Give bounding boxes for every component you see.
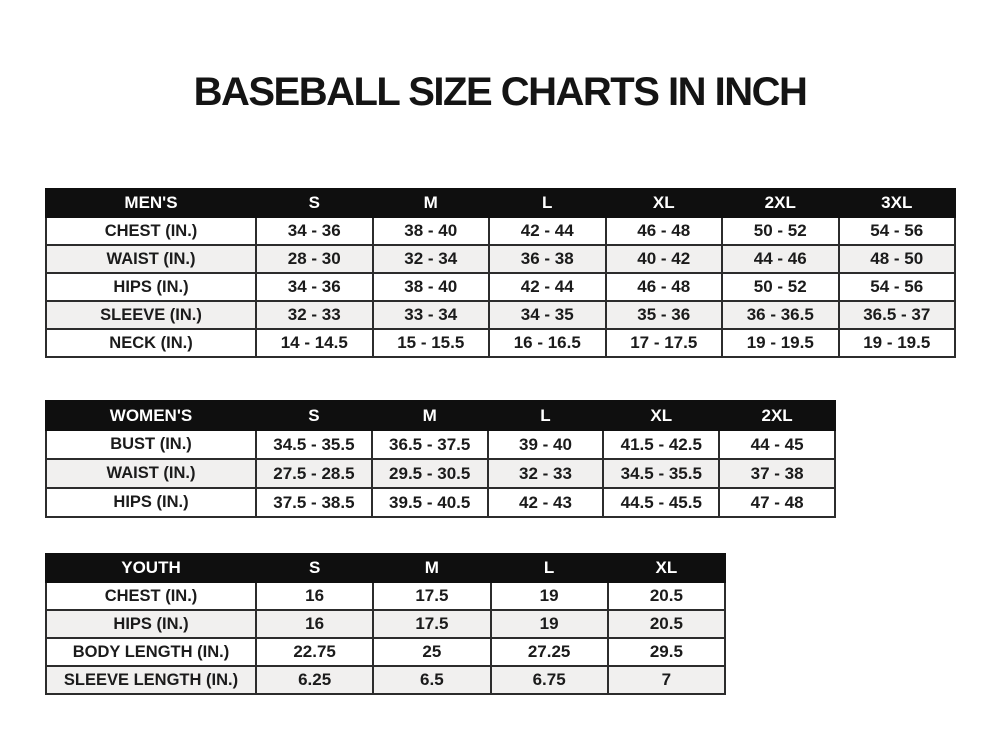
measurement-value: 16 (256, 610, 373, 638)
youth-size-header-m: M (373, 554, 490, 582)
mens-header-row (46, 189, 955, 217)
measurement-value: 20.5 (608, 610, 725, 638)
measurement-label: CHEST (IN.) (46, 582, 256, 610)
mens-group-header: MEN'S (46, 189, 256, 217)
measurement-label: CHEST (IN.) (46, 217, 256, 245)
measurement-value: 17.5 (373, 610, 490, 638)
youth-table-row (46, 638, 725, 666)
measurement-value: 32 - 33 (256, 301, 373, 329)
measurement-label: SLEEVE LENGTH (IN.) (46, 666, 256, 694)
womens-size-header-l: L (488, 401, 604, 430)
womens-size-table (45, 400, 836, 518)
youth-size-header-xl: XL (608, 554, 725, 582)
measurement-label: BUST (IN.) (46, 430, 256, 459)
measurement-value: 32 - 33 (488, 459, 604, 488)
womens-table-row (46, 430, 835, 459)
measurement-value: 34 - 36 (256, 273, 373, 301)
measurement-value: 50 - 52 (722, 217, 839, 245)
womens-header-row (46, 401, 835, 430)
measurement-value: 39 - 40 (488, 430, 604, 459)
measurement-value: 40 - 42 (606, 245, 723, 273)
measurement-label: NECK (IN.) (46, 329, 256, 357)
youth-group-header: YOUTH (46, 554, 256, 582)
mens-table-row (46, 273, 955, 301)
measurement-value: 34 - 36 (256, 217, 373, 245)
mens-table-row (46, 245, 955, 273)
measurement-value: 36 - 36.5 (722, 301, 839, 329)
measurement-value: 37.5 - 38.5 (256, 488, 372, 517)
womens-group-header: WOMEN'S (46, 401, 256, 430)
measurement-value: 15 - 15.5 (373, 329, 490, 357)
measurement-value: 17.5 (373, 582, 490, 610)
measurement-value: 28 - 30 (256, 245, 373, 273)
mens-table-row (46, 301, 955, 329)
measurement-value: 44 - 46 (722, 245, 839, 273)
measurement-value: 34.5 - 35.5 (256, 430, 372, 459)
measurement-value: 54 - 56 (839, 273, 956, 301)
mens-table-row (46, 217, 955, 245)
womens-size-header-s: S (256, 401, 372, 430)
mens-size-header-3xl: 3XL (839, 189, 956, 217)
measurement-label: WAIST (IN.) (46, 245, 256, 273)
measurement-value: 36.5 - 37 (839, 301, 956, 329)
measurement-value: 7 (608, 666, 725, 694)
mens-size-header-2xl: 2XL (722, 189, 839, 217)
page-title: BASEBALL SIZE CHARTS IN INCH (193, 70, 807, 114)
measurement-value: 14 - 14.5 (256, 329, 373, 357)
measurement-value: 48 - 50 (839, 245, 956, 273)
measurement-value: 46 - 48 (606, 217, 723, 245)
measurement-value: 6.75 (491, 666, 608, 694)
measurement-value: 33 - 34 (373, 301, 490, 329)
measurement-value: 34.5 - 35.5 (603, 459, 719, 488)
measurement-value: 29.5 (608, 638, 725, 666)
measurement-value: 38 - 40 (373, 217, 490, 245)
measurement-value: 16 - 16.5 (489, 329, 606, 357)
womens-table-row (46, 488, 835, 517)
measurement-label: HIPS (IN.) (46, 488, 256, 517)
measurement-value: 19 (491, 582, 608, 610)
measurement-value: 32 - 34 (373, 245, 490, 273)
mens-size-header-m: M (373, 189, 490, 217)
measurement-value: 6.5 (373, 666, 490, 694)
womens-size-header-2xl: 2XL (719, 401, 835, 430)
youth-table-row (46, 582, 725, 610)
measurement-value: 20.5 (608, 582, 725, 610)
youth-table-row (46, 610, 725, 638)
youth-table-row (46, 666, 725, 694)
measurement-label: BODY LENGTH (IN.) (46, 638, 256, 666)
measurement-value: 19 - 19.5 (722, 329, 839, 357)
measurement-value: 44 - 45 (719, 430, 835, 459)
measurement-value: 46 - 48 (606, 273, 723, 301)
youth-header-row (46, 554, 725, 582)
measurement-value: 41.5 - 42.5 (603, 430, 719, 459)
mens-size-header-s: S (256, 189, 373, 217)
measurement-value: 54 - 56 (839, 217, 956, 245)
measurement-value: 29.5 - 30.5 (372, 459, 488, 488)
measurement-value: 35 - 36 (606, 301, 723, 329)
youth-size-table (45, 553, 726, 695)
measurement-value: 36.5 - 37.5 (372, 430, 488, 459)
womens-size-header-m: M (372, 401, 488, 430)
mens-size-table (45, 188, 956, 358)
measurement-value: 17 - 17.5 (606, 329, 723, 357)
measurement-label: WAIST (IN.) (46, 459, 256, 488)
measurement-value: 22.75 (256, 638, 373, 666)
measurement-label: HIPS (IN.) (46, 610, 256, 638)
measurement-value: 42 - 44 (489, 273, 606, 301)
mens-size-header-xl: XL (606, 189, 723, 217)
measurement-value: 47 - 48 (719, 488, 835, 517)
measurement-label: HIPS (IN.) (46, 273, 256, 301)
measurement-value: 44.5 - 45.5 (603, 488, 719, 517)
measurement-value: 6.25 (256, 666, 373, 694)
measurement-value: 50 - 52 (722, 273, 839, 301)
womens-size-header-xl: XL (603, 401, 719, 430)
measurement-value: 42 - 44 (489, 217, 606, 245)
mens-table-row (46, 329, 955, 357)
measurement-value: 36 - 38 (489, 245, 606, 273)
measurement-value: 25 (373, 638, 490, 666)
measurement-value: 34 - 35 (489, 301, 606, 329)
measurement-value: 38 - 40 (373, 273, 490, 301)
measurement-value: 42 - 43 (488, 488, 604, 517)
youth-size-header-l: L (491, 554, 608, 582)
measurement-value: 19 - 19.5 (839, 329, 956, 357)
womens-table-row (46, 459, 835, 488)
measurement-value: 27.25 (491, 638, 608, 666)
measurement-value: 27.5 - 28.5 (256, 459, 372, 488)
mens-size-header-l: L (489, 189, 606, 217)
youth-size-header-s: S (256, 554, 373, 582)
measurement-label: SLEEVE (IN.) (46, 301, 256, 329)
measurement-value: 37 - 38 (719, 459, 835, 488)
measurement-value: 19 (491, 610, 608, 638)
measurement-value: 39.5 - 40.5 (372, 488, 488, 517)
measurement-value: 16 (256, 582, 373, 610)
